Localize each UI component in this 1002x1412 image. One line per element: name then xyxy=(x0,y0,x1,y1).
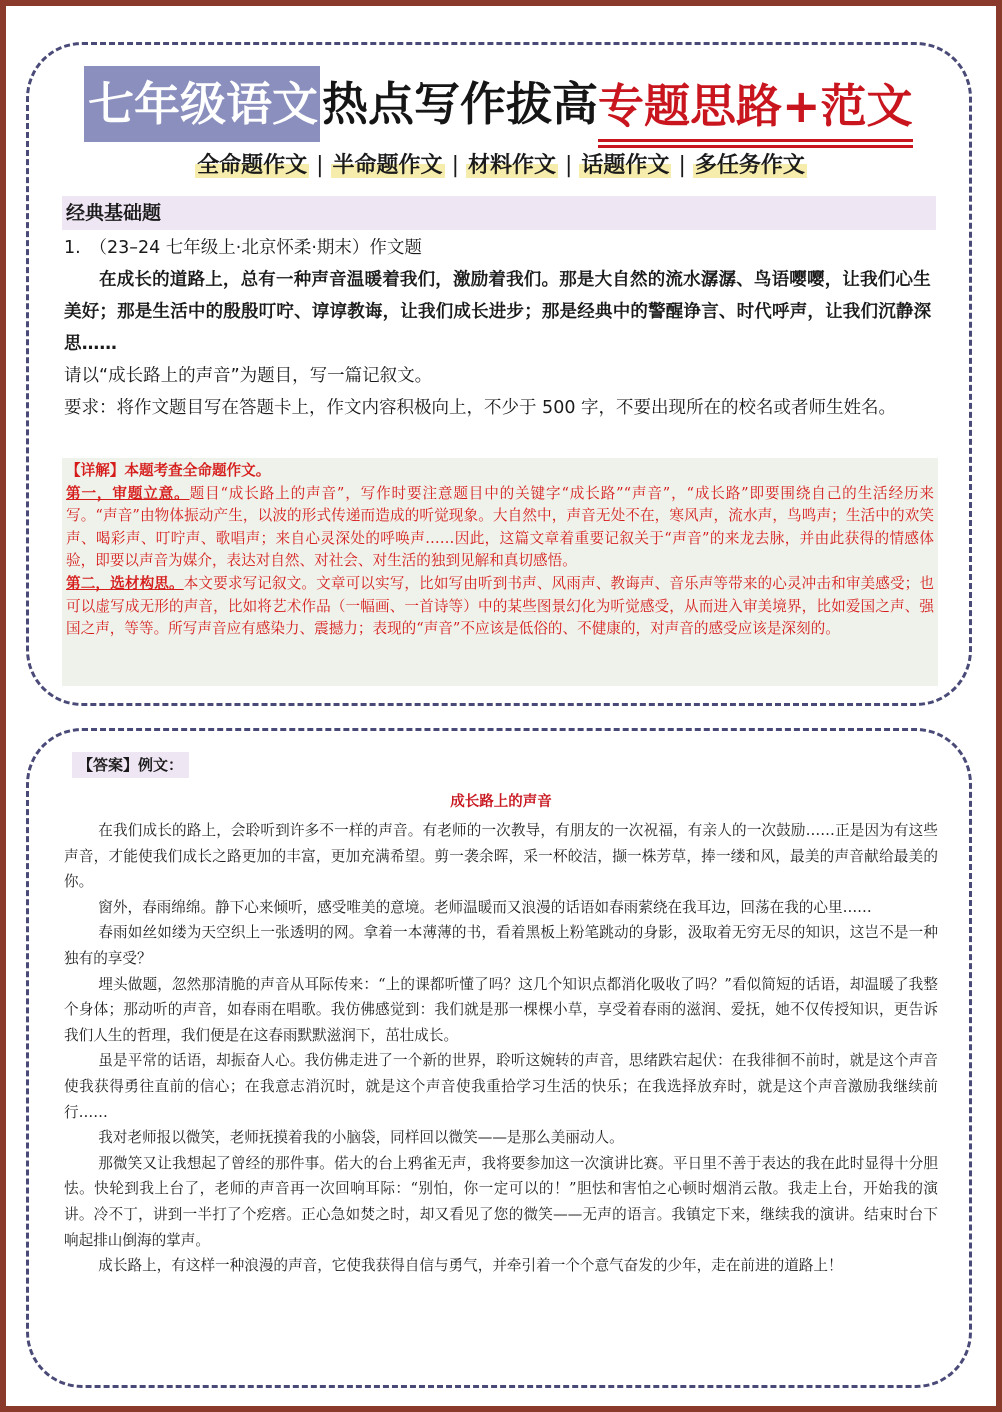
category-item: 多任务作文 xyxy=(694,153,805,178)
essay-paragraph: 我对老师报以微笑，老师抚摸着我的小脑袋，同样回以微笑——是那么美丽动人。 xyxy=(98,1129,624,1147)
category-separator: | xyxy=(316,153,324,178)
category-separator: | xyxy=(565,153,573,178)
title-red: 专题思路+范文 xyxy=(598,73,913,142)
section-heading: 经典基础题 xyxy=(62,196,936,230)
category-item: 半命题作文 xyxy=(332,153,443,178)
question-head: 1. （23–24 七年级上·北京怀柔·期末）作文题 xyxy=(64,238,422,258)
title-main: 热点写作拔高 xyxy=(322,77,598,131)
question-requirement: 要求：将作文题目写在答题卡上，作文内容积极向上，不少于 500 字，不要出现所在的校名或者师生姓名。 xyxy=(64,398,897,418)
essay-paragraph: 春雨如丝如缕为天空织上一张透明的网。拿着一本薄薄的书，看着黑板上粉笔跳动的身影，汲取着无穷无尽的知识，这岂不是一种独有的享受？ xyxy=(64,924,938,967)
explanation-label: 第一，审题立意。 xyxy=(66,484,190,502)
question-task: 请以“成长路上的声音”为题目，写一篇记叙文。 xyxy=(64,366,433,386)
explanation-text: 本文要求写记叙文。文章可以实写，比如写由听到书声、风雨声、教诲声、音乐声等带来的心灵冲击和审美感受；也可以虚写成无形的声音，比如将艺术作品（一幅画、一首诗等）中的某些图景幻化为听觉感受，从而进入审美境界，比如爱国之声、强国之声，等等。所写声音应有感染力、震撼力；表现的“声音”不应该是低俗的、不健康的，对声音的感受应该是深刻的。 xyxy=(66,574,934,638)
explanation xyxy=(62,458,938,686)
essay-paragraph: 虽是平常的话语，却振奋人心。我仿佛走进了一个新的世界，聆听这婉转的声音，思绪跌宕起伏：在我徘徊不前时，就是这个声音使我获得勇往直前的信心；在我意志消沉时，就是这个声音使我重拾学习生活的快乐；在我选择放弃时，就是这个声音激励我继续前行…… xyxy=(64,1052,938,1121)
category-separator: | xyxy=(678,153,686,178)
essay-title: 成长路上的声音 xyxy=(450,794,552,810)
explanation-label: 第二，选材构思。 xyxy=(66,574,184,592)
essay-paragraph: 那微笑又让我想起了曾经的那件事。偌大的台上鸦雀无声，我将要参加这一次演讲比赛。平日里不善于表达的我在此时显得十分胆怯。快轮到我上台了，老师的声音再一次回响耳际：“别怕，你一定可以的！”胆怯和害怕之心顿时烟消云散。我走上台，开始我的演讲。冷不丁，讲到一半打了个疙瘩。正心急如焚之时，却又看见了您的微笑——无声的语言。我镇定下来，继续我的演讲。结束时台下响起排山倒海的掌声。 xyxy=(64,1154,938,1249)
question-prompt: 在成长的道路上，总有一种声音温暖着我们，激励着我们。那是大自然的流水潺潺、鸟语嘤嘤，让我们心生美好；那是生活中的殷殷叮咛、谆谆教诲，让我们成长进步；那是经典中的警醒诤言、时代呼声，让我们沉静深思…… xyxy=(64,270,932,354)
answer-label: 【答案】例文： xyxy=(72,752,189,778)
category-item: 全命题作文 xyxy=(197,153,308,178)
essay-paragraph: 埋头做题，忽然那清脆的声音从耳际传来：“上的课都听懂了吗？这几个知识点都消化吸收了吗？”看似简短的话语，却温暖了我整个身体；那动听的声音，如春雨在唱歌。我仿佛感觉到：我们就是那一棵棵小草，享受着春雨的滋润、爱抚，她不仅传授知识，更告诉我们人生的哲理，我们便是在这春雨默默滋润下，茁壮成长。 xyxy=(64,975,938,1044)
explanation-point-2 xyxy=(66,573,934,641)
category-separator: | xyxy=(451,153,459,178)
title-highlight: 七年级语文 xyxy=(84,66,320,142)
question xyxy=(64,232,938,424)
essay-paragraph: 窗外，春雨绵绵。静下心来倾听，感受唯美的意境。老师温暖而又浪漫的话语如春雨萦绕在我耳边，回荡在我的心里…… xyxy=(98,898,872,916)
page-title xyxy=(84,62,924,142)
category-item: 话题作文 xyxy=(581,153,670,178)
essay-paragraph: 在我们成长的路上，会聆听到许多不一样的声音。有老师的一次教导，有朋友的一次祝福，有亲人的一次鼓励……正是因为有这些声音，才能使我们成长之路更加的丰富，更加充满希望。剪一袭余晖，采一杯皎洁，撷一株芳草，捧一缕和风，最美的声音献给最美的你。 xyxy=(64,822,938,891)
essay-paragraph: 成长路上，有这样一种浪漫的声音，它使我获得自信与勇气，并牵引着一个个意气奋发的少年，走在前进的道路上！ xyxy=(98,1257,843,1275)
essay xyxy=(64,818,938,1279)
explanation-head: 【详解】本题考查全命题作文。 xyxy=(66,462,271,479)
category-list xyxy=(0,148,1002,184)
explanation-text: 题目“成长路上的声音”，写作时要注意题目中的关键字“成长路”“声音”，“成长路”即要围绕自己的生活经历来写。“声音”由物体振动产生，以波的形式传递而造成的听觉现象。大自然中，声音无处不在，寒风声，流水声，鸟鸣声；生活中的欢笑声、喝彩声、叮咛声、歌唱声；来自心灵深处的呼唤声……因此，这篇文章着重要记叙关于“声音”的来龙去脉，并由此获得的情感体验，即要以声音为媒介，表达对自然、对社会、对生活的独到见解和真切感悟。 xyxy=(66,484,934,570)
category-item: 材料作文 xyxy=(467,153,556,178)
explanation-point-1 xyxy=(66,483,934,573)
